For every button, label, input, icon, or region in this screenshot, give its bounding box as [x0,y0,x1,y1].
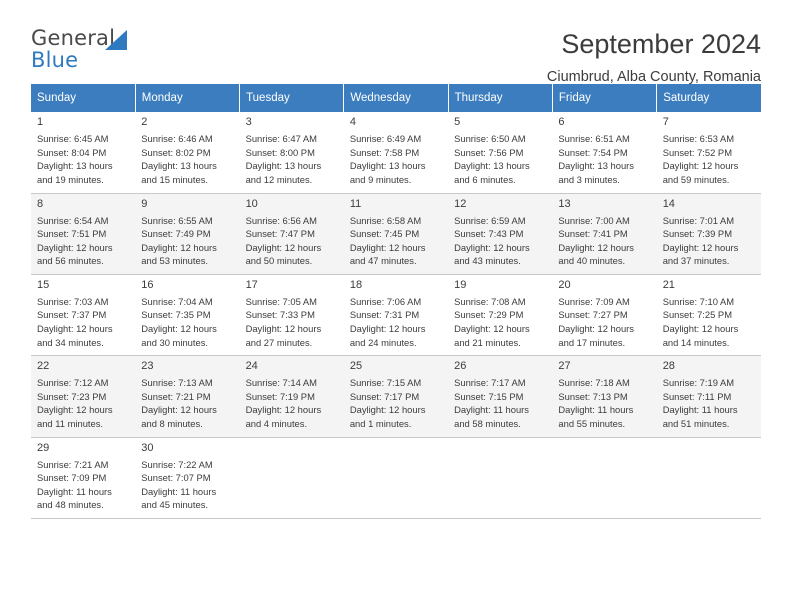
daylight-text-line1: Daylight: 12 hours [349,323,426,335]
day-number: 6 [558,116,565,128]
day-number: 27 [558,360,571,373]
calendar-day-cell[interactable] [657,112,761,193]
daylight-text-line2: and 19 minutes. [37,173,104,185]
calendar-day-cell[interactable] [240,274,344,355]
daylight-text-line1: Daylight: 12 hours [662,241,739,253]
day-details [37,376,129,430]
brand-name-general: General [31,26,116,50]
calendar-day-cell[interactable] [240,112,344,193]
daylight-text-line2: and 27 minutes. [245,336,313,348]
day-details [558,376,650,430]
weekday-header-thursday: Thursday [448,84,552,112]
sunset-text: Sunset: 7:39 PM [662,228,732,240]
sunrise-text: Sunrise: 6:47 AM [245,133,317,144]
daylight-text-line1: Daylight: 12 hours [141,241,217,253]
calendar-table [31,84,761,519]
day-number: 16 [141,278,154,291]
sunrise-text: Sunrise: 7:18 AM [558,377,630,389]
daylight-text-line2: and 6 minutes. [454,173,516,185]
calendar-day-cell[interactable] [344,274,448,355]
sunrise-text: Sunrise: 7:00 AM [558,214,630,226]
day-number: 2 [141,116,148,128]
title-block [547,28,761,85]
day-number: 8 [37,197,44,210]
sunset-text: Sunset: 7:51 PM [37,228,107,240]
calendar-day-cell[interactable] [552,193,656,274]
calendar-day-cell[interactable] [135,356,239,437]
flag-icon [105,30,127,50]
sunrise-text: Sunrise: 7:17 AM [454,377,526,389]
daylight-text-line1: Daylight: 12 hours [454,241,530,253]
daylight-text-line1: Daylight: 12 hours [558,241,634,253]
calendar-day-cell[interactable] [240,356,344,437]
day-number: 30 [141,441,154,454]
sunset-text: Sunset: 7:09 PM [37,472,107,484]
daylight-text-line1: Daylight: 12 hours [37,323,113,335]
daylight-text-line1: Daylight: 12 hours [662,160,739,172]
daylight-text-line1: Daylight: 12 hours [245,404,322,416]
daylight-text-line1: Daylight: 11 hours [662,404,738,416]
daylight-text-line2: and 14 minutes. [662,336,730,348]
day-details [350,132,442,186]
calendar-day-cell[interactable] [657,356,761,437]
sunset-text: Sunset: 7:33 PM [245,309,315,321]
sunset-text: Sunset: 7:45 PM [349,228,420,240]
sunrise-text: Sunrise: 7:12 AM [37,377,109,389]
daylight-text-line1: Daylight: 11 hours [558,404,634,416]
sunset-text: Sunset: 7:25 PM [662,309,732,321]
daylight-text-line2: and 4 minutes. [245,418,308,430]
sunset-text: Sunset: 7:35 PM [141,309,211,321]
sunrise-text: Sunrise: 7:13 AM [141,377,213,389]
calendar-day-cell[interactable] [344,112,448,193]
day-details [246,376,338,430]
day-details [558,295,650,349]
day-number: 18 [349,278,363,291]
calendar-day-cell[interactable] [552,356,656,437]
daylight-text-line1: Daylight: 12 hours [37,241,113,253]
day-details [558,214,650,268]
day-details [141,132,233,186]
calendar-week-row [31,112,761,193]
sunrise-text: Sunrise: 7:01 AM [662,214,735,226]
sunset-text: Sunset: 7:27 PM [558,309,628,321]
sunrise-text: Sunrise: 6:53 AM [662,133,735,144]
day-number: 13 [558,197,571,210]
day-number: 5 [454,116,461,128]
daylight-text-line2: and 45 minutes. [141,499,208,511]
sunrise-text: Sunrise: 6:46 AM [141,133,213,144]
day-number: 12 [454,197,467,210]
daylight-text-line1: Daylight: 13 hours [558,160,634,172]
daylight-text-line2: and 3 minutes. [558,173,620,185]
day-number: 22 [37,360,50,373]
calendar-day-cell[interactable] [135,193,239,274]
weekday-header-saturday: Saturday [657,84,761,112]
day-number: 25 [349,360,363,373]
daylight-text-line1: Daylight: 12 hours [662,323,739,335]
day-number: 28 [662,360,675,373]
daylight-text-line2: and 24 minutes. [349,336,417,348]
sunrise-text: Sunrise: 6:51 AM [558,133,630,144]
sunset-text: Sunset: 7:37 PM [37,309,107,321]
day-details [454,376,546,430]
weekday-header-friday: Friday [552,84,656,112]
day-number: 14 [662,197,675,210]
daylight-text-line2: and 37 minutes. [662,255,730,267]
daylight-text-line2: and 48 minutes. [37,499,104,511]
calendar-day-cell[interactable] [31,437,135,518]
day-number: 11 [349,197,362,210]
sunset-text: Sunset: 7:11 PM [662,390,732,402]
day-details [350,376,442,430]
daylight-text-line1: Daylight: 11 hours [141,485,217,497]
daylight-text-line2: and 51 minutes. [662,418,730,430]
sunrise-text: Sunrise: 7:21 AM [37,458,109,470]
day-details [37,295,129,349]
day-details [37,458,129,512]
daylight-text-line2: and 12 minutes. [245,173,313,185]
calendar-day-cell[interactable] [448,112,552,193]
day-number: 1 [37,116,44,128]
day-details [141,376,233,430]
calendar-day-cell[interactable] [135,112,239,193]
day-number: 10 [245,197,258,210]
day-number: 19 [454,278,467,291]
calendar-day-cell[interactable] [552,274,656,355]
sunrise-text: Sunrise: 6:59 AM [454,214,526,226]
calendar-day-cell[interactable] [344,193,448,274]
daylight-text-line2: and 8 minutes. [141,418,203,430]
calendar-day-cell[interactable] [135,274,239,355]
daylight-text-line2: and 34 minutes. [37,336,104,348]
daylight-text-line1: Daylight: 12 hours [558,323,634,335]
sunset-text: Sunset: 7:49 PM [141,228,211,240]
daylight-text-line2: and 50 minutes. [245,255,313,267]
daylight-text-line2: and 58 minutes. [454,418,521,430]
daylight-text-line2: and 17 minutes. [558,336,626,348]
day-details [350,295,442,349]
daylight-text-line2: and 43 minutes. [454,255,521,267]
location-subtitle: Ciumbrud, Alba County, Romania [546,68,761,85]
weekday-header-tuesday: Tuesday [240,84,344,112]
sunrise-text: Sunrise: 7:19 AM [662,377,735,389]
calendar-day-cell[interactable] [344,356,448,437]
sunset-text: Sunset: 7:41 PM [558,228,628,240]
daylight-text-line1: Daylight: 13 hours [454,160,530,172]
daylight-text-line1: Daylight: 13 hours [245,160,322,172]
sunset-text: Sunset: 7:17 PM [349,390,420,402]
sunrise-text: Sunrise: 6:45 AM [37,133,109,144]
brand-logo[interactable] [31,28,141,76]
weekday-header-monday: Monday [135,84,239,112]
calendar-day-cell[interactable] [31,274,135,355]
calendar-day-cell[interactable] [448,274,552,355]
daylight-text-line1: Daylight: 12 hours [349,241,426,253]
sunrise-text: Sunrise: 7:04 AM [141,295,213,307]
day-details [454,295,546,349]
sunrise-text: Sunrise: 7:14 AM [245,377,317,389]
page-title: September 2024 [561,29,761,59]
sunrise-text: Sunrise: 6:50 AM [454,133,526,144]
day-details [37,132,129,186]
day-number: 9 [141,197,148,210]
sunset-text: Sunset: 7:15 PM [454,390,524,402]
calendar-day-cell[interactable] [448,193,552,274]
day-number: 7 [662,116,669,128]
sunrise-text: Sunrise: 7:03 AM [37,295,109,307]
sunrise-text: Sunrise: 7:09 AM [558,295,630,307]
sunset-text: Sunset: 7:21 PM [141,390,211,402]
sunset-text: Sunset: 7:07 PM [141,472,211,484]
sunset-text: Sunset: 7:31 PM [349,309,420,321]
daylight-text-line1: Daylight: 12 hours [141,404,217,416]
sunset-text: Sunset: 7:19 PM [245,390,315,402]
day-details [141,295,233,349]
daylight-text-line1: Daylight: 12 hours [37,404,113,416]
weekday-header-wednesday: Wednesday [344,84,448,112]
sunrise-text: Sunrise: 7:06 AM [349,295,422,307]
sunrise-text: Sunrise: 6:55 AM [141,214,213,226]
sunset-text: Sunset: 7:54 PM [558,146,628,158]
calendar-week-row [31,274,761,355]
daylight-text-line1: Daylight: 12 hours [349,404,426,416]
day-details [141,458,233,512]
calendar-day-cell[interactable] [657,193,761,274]
day-details [663,214,755,268]
daylight-text-line2: and 21 minutes. [454,336,521,348]
daylight-text-line2: and 15 minutes. [141,173,208,185]
sunset-text: Sunset: 7:43 PM [454,228,524,240]
sunrise-text: Sunrise: 6:49 AM [349,133,422,144]
day-number: 3 [245,116,252,128]
day-details [246,132,338,186]
daylight-text-line2: and 9 minutes. [349,173,412,185]
day-details [350,214,442,268]
calendar-day-cell[interactable] [552,112,656,193]
sunrise-text: Sunrise: 6:58 AM [349,214,422,226]
day-number: 17 [245,278,258,291]
daylight-text-line1: Daylight: 11 hours [454,404,529,416]
sunrise-text: Sunrise: 7:10 AM [662,295,735,307]
daylight-text-line1: Daylight: 12 hours [245,241,322,253]
sunset-text: Sunset: 7:47 PM [245,228,315,240]
sunset-text: Sunset: 8:04 PM [37,146,107,158]
sunset-text: Sunset: 8:00 PM [245,146,315,158]
day-details [141,214,233,268]
calendar-day-cell[interactable] [135,437,239,518]
daylight-text-line1: Daylight: 13 hours [141,160,217,172]
daylight-text-line2: and 30 minutes. [141,336,208,348]
sunrise-text: Sunrise: 7:22 AM [141,458,213,470]
day-number: 21 [662,278,675,291]
daylight-text-line2: and 56 minutes. [37,255,104,267]
daylight-text-line1: Daylight: 12 hours [454,323,530,335]
day-number: 24 [245,360,258,373]
calendar-day-cell[interactable] [31,193,135,274]
daylight-text-line2: and 11 minutes. [37,418,104,430]
daylight-text-line1: Daylight: 12 hours [141,323,217,335]
calendar-day-cell[interactable] [31,112,135,193]
calendar-body [31,112,761,519]
calendar-cell-empty [657,437,761,518]
sunrise-text: Sunrise: 6:54 AM [37,214,109,226]
sunrise-text: Sunrise: 7:15 AM [349,377,422,389]
sunrise-text: Sunrise: 6:56 AM [245,214,317,226]
day-number: 20 [558,278,571,291]
weekday-header-row [31,84,761,112]
sunrise-text: Sunrise: 7:08 AM [454,295,526,307]
daylight-text-line2: and 53 minutes. [141,255,208,267]
day-details [558,132,650,186]
sunrise-text: Sunrise: 7:05 AM [245,295,317,307]
day-number: 4 [349,116,356,128]
day-details [37,214,129,268]
daylight-text-line1: Daylight: 13 hours [349,160,426,172]
sunset-text: Sunset: 7:23 PM [37,390,107,402]
daylight-text-line1: Daylight: 12 hours [245,323,322,335]
day-number: 29 [37,441,50,454]
weekday-header-sunday: Sunday [31,84,135,112]
calendar-week-row [31,356,761,437]
calendar-cell-empty [344,437,448,518]
day-details [454,214,546,268]
day-details [663,132,755,186]
calendar-day-cell[interactable] [657,274,761,355]
day-number: 26 [454,360,467,373]
calendar-week-row [31,437,761,518]
day-number: 15 [37,278,50,291]
daylight-text-line1: Daylight: 13 hours [37,160,113,172]
daylight-text-line2: and 1 minutes. [349,418,412,430]
sunset-text: Sunset: 7:56 PM [454,146,524,158]
daylight-text-line2: and 59 minutes. [662,173,730,185]
calendar-cell-empty [552,437,656,518]
day-details [246,214,338,268]
daylight-text-line2: and 55 minutes. [558,418,626,430]
sunset-text: Sunset: 7:29 PM [454,309,524,321]
day-details [663,376,755,430]
day-number: 23 [141,360,154,373]
calendar-day-cell[interactable] [448,356,552,437]
calendar-cell-empty [240,437,344,518]
daylight-text-line2: and 47 minutes. [349,255,417,267]
sunset-text: Sunset: 7:13 PM [558,390,628,402]
sunset-text: Sunset: 8:02 PM [141,146,211,158]
day-details [454,132,546,186]
sunset-text: Sunset: 7:58 PM [349,146,420,158]
brand-name-blue: Blue [31,48,79,72]
day-details [663,295,755,349]
sunset-text: Sunset: 7:52 PM [662,146,732,158]
daylight-text-line1: Daylight: 11 hours [37,485,112,497]
calendar-day-cell[interactable] [240,193,344,274]
day-details [246,295,338,349]
daylight-text-line2: and 40 minutes. [558,255,626,267]
calendar-cell-empty [448,437,552,518]
calendar-day-cell[interactable] [31,356,135,437]
calendar-week-row [31,193,761,274]
page-header [31,0,761,85]
